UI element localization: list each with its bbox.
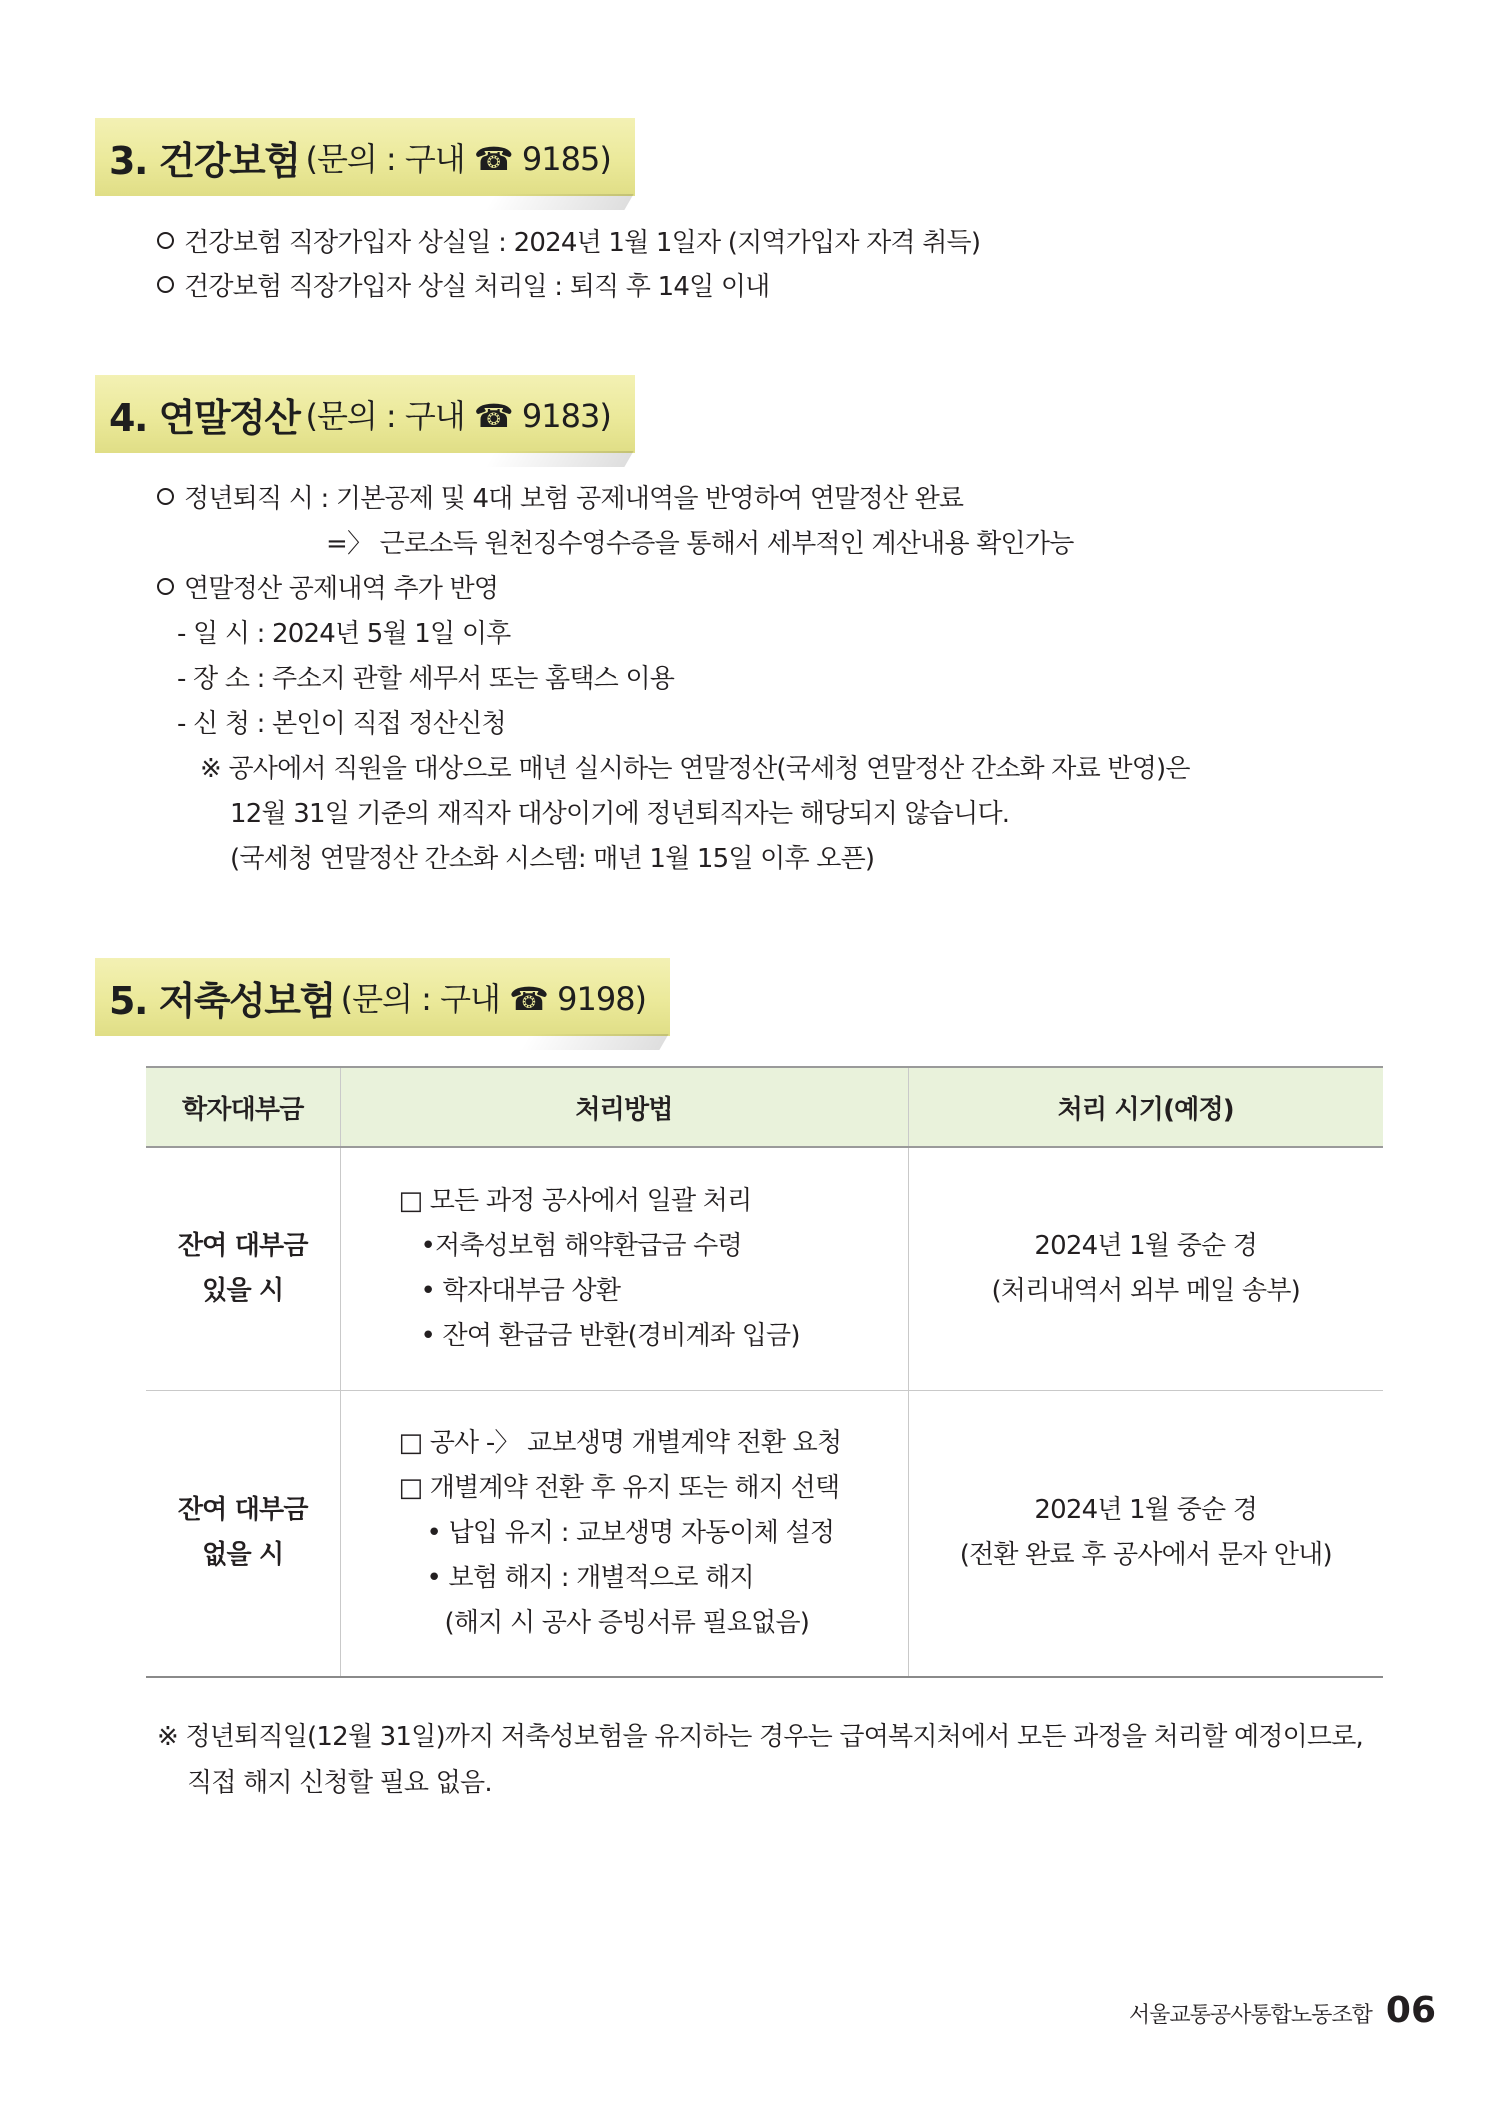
processing-method: □ 모든 과정 공사에서 일괄 처리 •저축성보험 해약환급금 수령 • 학자대부금 상환 • 잔여 환급금 반환(경비계좌 입금) [340,1147,908,1390]
list-item: 연말정산 공제내역 추가 반영 [157,568,498,605]
section-heading-savings-insurance [95,958,670,1036]
column-header: 처리방법 [340,1067,908,1147]
column-header: 학자대부금 [146,1067,340,1147]
page-footer [1129,1990,1436,2031]
note-line: (국세청 연말정산 간소화 시스템: 매년 1월 15일 이후 오픈) [230,844,875,874]
circle-bullet-icon [157,232,174,249]
list-item: 정년퇴직 시 : 기본공제 및 4대 보험 공제내역을 반영하여 연말정산 완료 [157,478,963,515]
table-header-row [146,1067,1383,1147]
table-row [146,1147,1383,1390]
processing-timing: 2024년 1월 중순 경 (처리내역서 외부 메일 송부) [908,1147,1383,1390]
note-line: 직접 해지 신청할 필요 없음. [187,1768,492,1798]
list-item: 건강보험 직장가입자 상실일 : 2024년 1월 1일자 (지역가입자 자격 취득) [157,222,980,259]
section-heading-year-end-tax [95,375,635,453]
circle-bullet-icon [157,276,174,293]
row-label: 잔여 대부금 있을 시 [146,1147,340,1390]
detail-line: - 장 소 : 주소지 관할 세무서 또는 홈택스 이용 [177,664,675,694]
section-contact: (문의 : 구내 ☎ 9185) [305,140,611,178]
page-number: 06 [1385,1990,1436,2031]
processing-method: □ 공사 -〉 교보생명 개별계약 전환 요청 □ 개별계약 전환 후 유지 또는 해지 선택 • 납입 유지 : 교보생명 자동이체 설정 • 보험 해지 : 개별적으로 해지 (해지 시 공사 증빙서류 필요없음) [340,1390,908,1677]
savings-insurance-table [146,1066,1383,1678]
list-item: 건강보험 직장가입자 상실 처리일 : 퇴직 후 14일 이내 [157,266,769,303]
detail-line: - 신 청 : 본인이 직접 정산신청 [177,709,506,739]
list-item-continuation: =〉 근로소득 원천징수영수증을 통해서 세부적인 계산내용 확인가능 [326,529,1074,559]
note-line: ※ 정년퇴직일(12월 31일)까지 저축성보험을 유지하는 경우는 급여복지처에서 모든 과정을 처리할 예정이므로, [157,1722,1364,1752]
section-contact: (문의 : 구내 ☎ 9183) [305,397,611,435]
table-row [146,1390,1383,1677]
detail-line: - 일 시 : 2024년 5월 1일 이후 [177,619,511,649]
section-title: 5. 저축성보험 [109,978,335,1023]
row-label: 잔여 대부금 없을 시 [146,1390,340,1677]
organization-name: 서울교통공사통합노동조합 [1128,2003,1372,2028]
circle-bullet-icon [157,578,174,595]
section-title: 3. 건강보험 [109,138,300,183]
column-header: 처리 시기(예정) [908,1067,1383,1147]
note-line: 12월 31일 기준의 재직자 대상이기에 정년퇴직자는 해당되지 않습니다. [230,799,1010,829]
circle-bullet-icon [157,488,174,505]
section-contact: (문의 : 구내 ☎ 9198) [340,980,647,1018]
processing-timing: 2024년 1월 중순 경 (전환 완료 후 공사에서 문자 안내) [908,1390,1383,1677]
section-title: 4. 연말정산 [109,395,300,440]
section-heading-health-insurance [95,118,635,196]
note-line: ※ 공사에서 직원을 대상으로 매년 실시하는 연말정산(국세청 연말정산 간소화 자료 반영)은 [200,754,1190,784]
